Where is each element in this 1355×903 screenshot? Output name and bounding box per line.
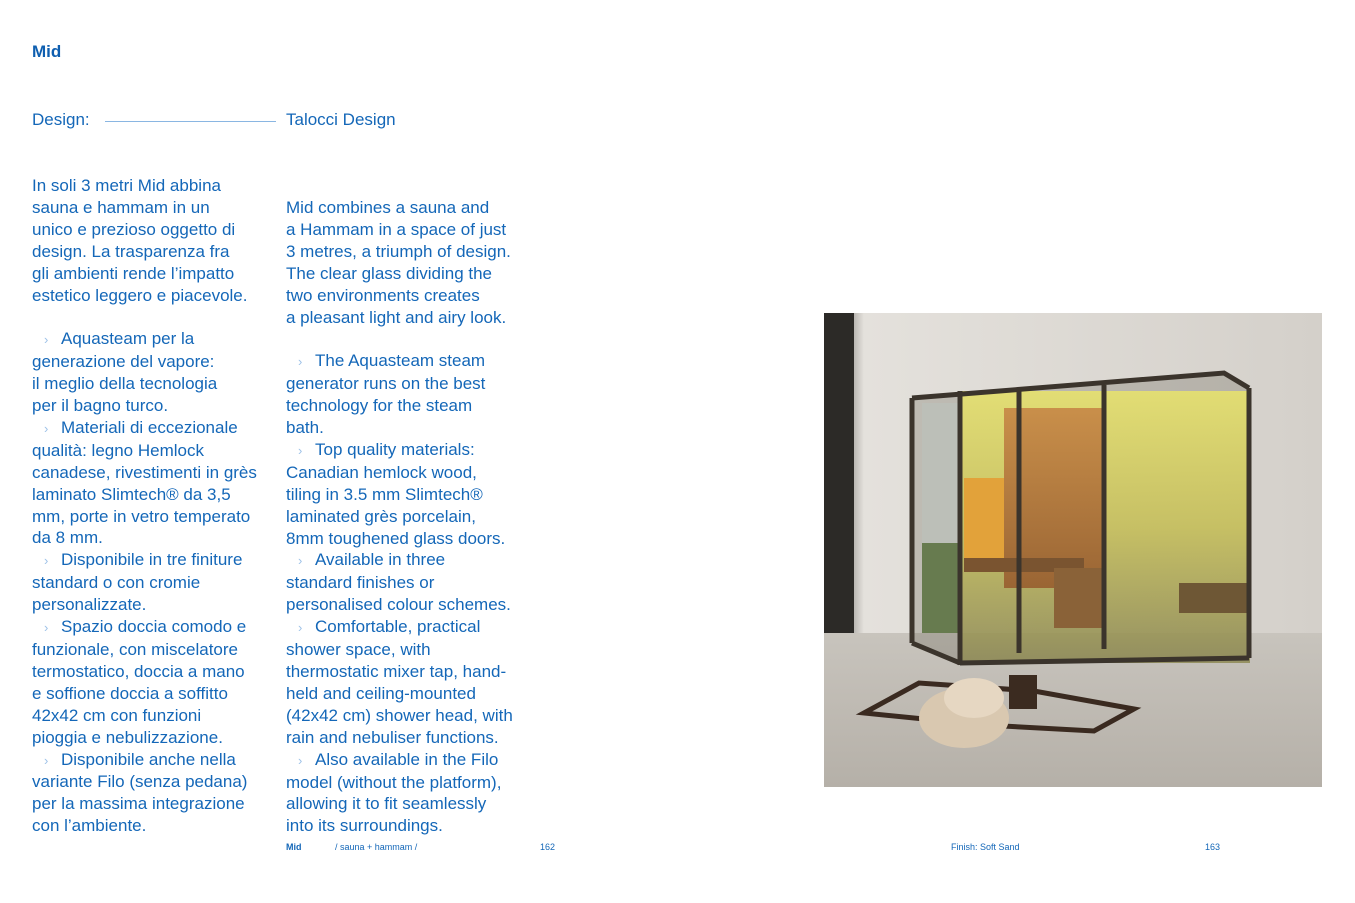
bullet-text: standard finishes or	[286, 573, 435, 593]
bullet-line	[32, 527, 282, 549]
bullet-text: shower space, with	[286, 640, 431, 660]
intro-line: unico e prezioso oggetto di	[32, 219, 236, 239]
bullet-line	[32, 549, 282, 572]
chevron-right-icon: ›	[298, 553, 303, 569]
bullet-text: Disponibile in tre finiture	[61, 550, 243, 570]
page-number-left: 162	[540, 842, 556, 852]
bullet-line	[32, 572, 282, 594]
sauna-cabin-illustration	[824, 313, 1322, 787]
bullet-text: termostatico, doccia a mano	[32, 661, 245, 681]
bullet-text: 42x42 cm con funzioni	[32, 705, 202, 725]
bullet-text: tiling in 3.5 mm Slimtech®	[286, 484, 483, 504]
intro-line: In soli 3 metri Mid abbina	[32, 176, 221, 195]
bullet-text: standard o con cromie	[32, 573, 201, 593]
bullet-text: into its surroundings.	[286, 816, 443, 836]
intro-line: sauna e hammam in un	[32, 197, 210, 217]
italian-description	[32, 175, 282, 837]
bullet-line	[286, 772, 541, 794]
bullet-text: Top quality materials:	[315, 439, 475, 459]
bullet-line	[32, 373, 282, 395]
bullet-line	[286, 395, 541, 417]
english-description	[286, 197, 541, 837]
bullet-line	[286, 462, 541, 484]
bullet-text: laminato Slimtech® da 3,5	[32, 484, 231, 504]
bullet-line	[286, 439, 541, 462]
bullet-text: il meglio della tecnologia	[32, 374, 218, 394]
bullet-line	[286, 506, 541, 528]
bullet-line	[32, 815, 282, 837]
bullet-text: model (without the platform),	[286, 772, 502, 792]
bullet-text: technology for the steam	[286, 396, 473, 416]
chevron-right-icon: ›	[298, 442, 303, 458]
intro-line: two environments creates	[286, 285, 480, 305]
bullet-line	[32, 484, 282, 506]
bullet-line	[286, 661, 541, 683]
bullet-line	[32, 639, 282, 661]
page-number-right: 163	[1205, 842, 1221, 852]
bullet-text: pioggia e nebulizzazione.	[32, 727, 223, 747]
bullet-text: per il bagno turco.	[32, 396, 169, 416]
bullet-line	[286, 528, 541, 550]
chevron-right-icon: ›	[298, 752, 303, 768]
bullet-line	[32, 727, 282, 749]
footer-title: Mid	[286, 842, 302, 852]
bullet-text: mm, porte in vetro temperato	[32, 506, 251, 526]
bullet-text: held and ceiling-mounted	[286, 683, 476, 703]
bullet-line	[286, 616, 541, 639]
intro-line: estetico leggero e piacevole.	[32, 285, 248, 305]
product-photo	[824, 313, 1322, 787]
intro-line: a pleasant light and airy look.	[286, 307, 507, 327]
bullet-text: (42x42 cm) shower head, with	[286, 705, 513, 725]
bullet-text: Aquasteam per la	[61, 329, 195, 349]
bullet-line	[32, 683, 282, 705]
chevron-right-icon: ›	[44, 553, 49, 569]
bullet-text: laminated grès porcelain,	[286, 506, 476, 526]
bullet-line	[32, 749, 282, 772]
bullet-text: personalised colour schemes.	[286, 595, 511, 615]
intro-line: a Hammam in a space of just	[286, 219, 507, 239]
page-title: Mid	[32, 42, 62, 61]
bullet-text: generator runs on the best	[286, 374, 486, 394]
intro-line: Mid combines a sauna and	[286, 198, 490, 217]
chevron-right-icon: ›	[298, 354, 303, 370]
bullet-line	[32, 616, 282, 639]
bullet-text: 8mm toughened glass doors.	[286, 528, 506, 548]
bullet-text: personalizzate.	[32, 595, 147, 615]
bullet-line	[32, 705, 282, 727]
bullet-line	[286, 815, 541, 837]
photo-caption: Finish: Soft Sand	[951, 842, 1020, 852]
design-label: Design:	[32, 110, 90, 129]
bullet-line	[286, 594, 541, 616]
bullet-line	[32, 351, 282, 373]
designer-name: Talocci Design	[286, 110, 396, 129]
bullet-line	[286, 639, 541, 661]
bullet-line	[32, 661, 282, 683]
bullet-text: bath.	[286, 418, 324, 438]
intro-line: 3 metres, a triumph of design.	[286, 241, 511, 261]
bullet-line	[286, 727, 541, 749]
bullet-line	[286, 793, 541, 815]
bullet-line	[32, 793, 282, 815]
bullet-text: e soffione doccia a soffitto	[32, 683, 228, 703]
bullet-text: Disponibile anche nella	[61, 749, 236, 769]
bullet-text: Materiali di eccezionale	[61, 417, 238, 437]
bullet-line	[286, 683, 541, 705]
bullet-text: thermostatic mixer tap, hand-	[286, 662, 507, 682]
bullet-line	[32, 417, 282, 440]
bullet-line	[286, 572, 541, 594]
bullet-text: Comfortable, practical	[315, 617, 481, 637]
bullet-text: allowing it to fit seamlessly	[286, 794, 487, 814]
bullet-line	[32, 506, 282, 528]
bullet-text: canadese, rivestimenti in grès	[32, 462, 257, 482]
bullet-text: qualità: legno Hemlock	[32, 440, 204, 460]
bullet-line	[286, 484, 541, 506]
bullet-line	[32, 328, 282, 351]
bullet-text: generazione del vapore:	[32, 352, 215, 372]
bullet-line	[32, 440, 282, 462]
intro-line: gli ambienti rende l’impatto	[32, 263, 235, 283]
bullet-line	[286, 350, 541, 373]
chevron-right-icon: ›	[298, 620, 303, 636]
bullet-line	[32, 462, 282, 484]
bullet-text: da 8 mm.	[32, 528, 103, 548]
intro-line: The clear glass dividing the	[286, 263, 493, 283]
intro-line: design. La trasparenza fra	[32, 241, 230, 261]
bullet-text: Canadian hemlock wood,	[286, 462, 477, 482]
bullet-text: The Aquasteam steam	[315, 351, 486, 371]
paragraph-gap	[32, 306, 282, 328]
bullet-text: variante Filo (senza pedana)	[32, 772, 248, 792]
bullet-line	[286, 705, 541, 727]
bullet-text: funzionale, con miscelatore	[32, 640, 239, 660]
bullet-line	[286, 417, 541, 439]
bullet-line	[32, 771, 282, 793]
chevron-right-icon: ›	[44, 420, 49, 436]
bullet-text: con l’ambiente.	[32, 816, 147, 836]
bullet-text: Available in three	[315, 550, 446, 570]
paragraph-gap	[286, 328, 541, 350]
chevron-right-icon: ›	[44, 752, 49, 768]
bullet-text: Spazio doccia comodo e	[61, 617, 247, 637]
chevron-right-icon: ›	[44, 620, 49, 636]
bullet-text: per la massima integrazione	[32, 794, 245, 814]
bullet-line	[32, 395, 282, 417]
footer-section: / sauna + hammam /	[335, 842, 418, 852]
bullet-line	[32, 594, 282, 616]
bullet-line	[286, 373, 541, 395]
bullet-text: rain and nebuliser functions.	[286, 727, 499, 747]
bullet-text: Also available in the Filo	[315, 749, 499, 769]
design-divider	[105, 121, 276, 122]
chevron-right-icon: ›	[44, 332, 49, 348]
bullet-line	[286, 749, 541, 772]
bullet-line	[286, 549, 541, 572]
